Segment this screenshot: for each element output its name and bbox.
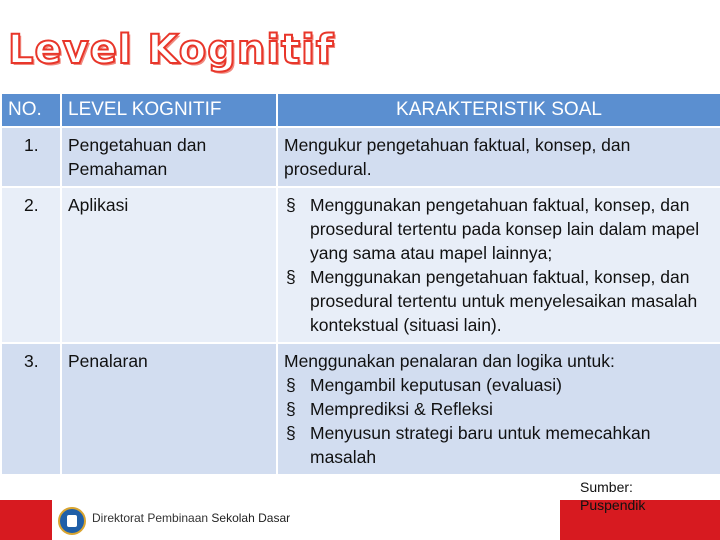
page-title: Level Kognitif [8,27,335,73]
row-number: 1. [1,127,61,187]
table-row [1,127,720,187]
bullet-item: § Menyusun strategi baru untuk memecahkan masalah [284,421,714,469]
header-characteristics: KARAKTERISTIK SOAL [277,93,720,127]
header-no: NO. [1,93,61,127]
bullet-list [284,373,714,469]
bullet-list [284,193,714,337]
row-intro: Menggunakan penalaran dan logika untuk: [284,351,615,371]
table-row [1,187,720,343]
bullet-item: § Menggunakan pengetahuan faktual, konsep, dan prosedural tertentu untuk menyelesaikan masalah kontekstual (situasi lain). [284,265,714,337]
tut-wuri-handayani-logo-icon [58,507,86,535]
row-intro: Mengukur pengetahuan faktual, konsep, dan prosedural. [284,135,631,179]
header-level: LEVEL KOGNITIF [61,93,277,127]
source-label: Sumber: [580,479,633,495]
row-number: 3. [1,343,61,475]
row-number: 2. [1,187,61,343]
table-header-row [1,93,720,127]
source-note [580,478,645,514]
row-characteristics [277,127,720,187]
row-level: Aplikasi [61,187,277,343]
cognitive-level-table [0,92,720,476]
footer-org [92,511,290,525]
bullet-item: § Memprediksi & Refleksi [284,397,714,421]
row-level: Pengetahuan dan Pemahaman [61,127,277,187]
table-row [1,343,720,475]
footer-org-prefix: Direktorat Pembinaan [92,511,209,525]
footer-org-name: Sekolah Dasar [211,511,291,525]
bullet-item: § Mengambil keputusan (evaluasi) [284,373,714,397]
row-characteristics [277,343,720,475]
row-level: Penalaran [61,343,277,475]
row-characteristics [277,187,720,343]
bullet-item: § Menggunakan pengetahuan faktual, konsep, dan prosedural tertentu pada konsep lain dalam mapel yang sama atau mapel lainnya; [284,193,714,265]
source-name: Puspendik [580,497,646,513]
